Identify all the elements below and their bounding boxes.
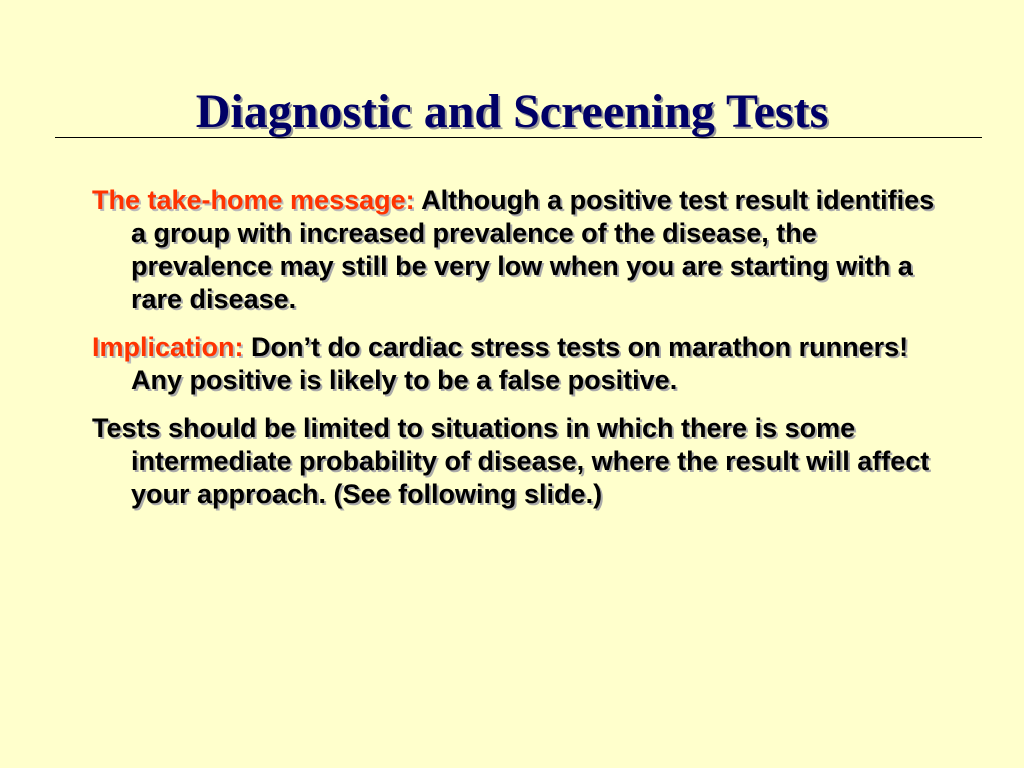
paragraph-text: Don’t do cardiac stress tests on marathon runners! Any positive is likely to be a false positive. xyxy=(131,332,909,395)
slide-body xyxy=(92,184,952,511)
paragraph-recommendation xyxy=(92,412,952,511)
title-divider xyxy=(55,137,982,138)
paragraph-take-home xyxy=(92,184,952,316)
slide-title: Diagnostic and Screening Tests xyxy=(195,85,829,138)
paragraph-text: Tests should be limited to situations in which there is some intermediate probability of disease, where the result will affect your approach. (See following slide.) xyxy=(92,413,930,509)
paragraph-label: The take-home message: xyxy=(92,185,415,215)
paragraph-implication xyxy=(92,331,952,397)
paragraph-text: Although a positive test result identifies a group with increased prevalence of the disease, the prevalence may still be very low when you are starting with a rare disease. xyxy=(131,185,935,314)
paragraph-label: Implication: xyxy=(92,332,244,362)
